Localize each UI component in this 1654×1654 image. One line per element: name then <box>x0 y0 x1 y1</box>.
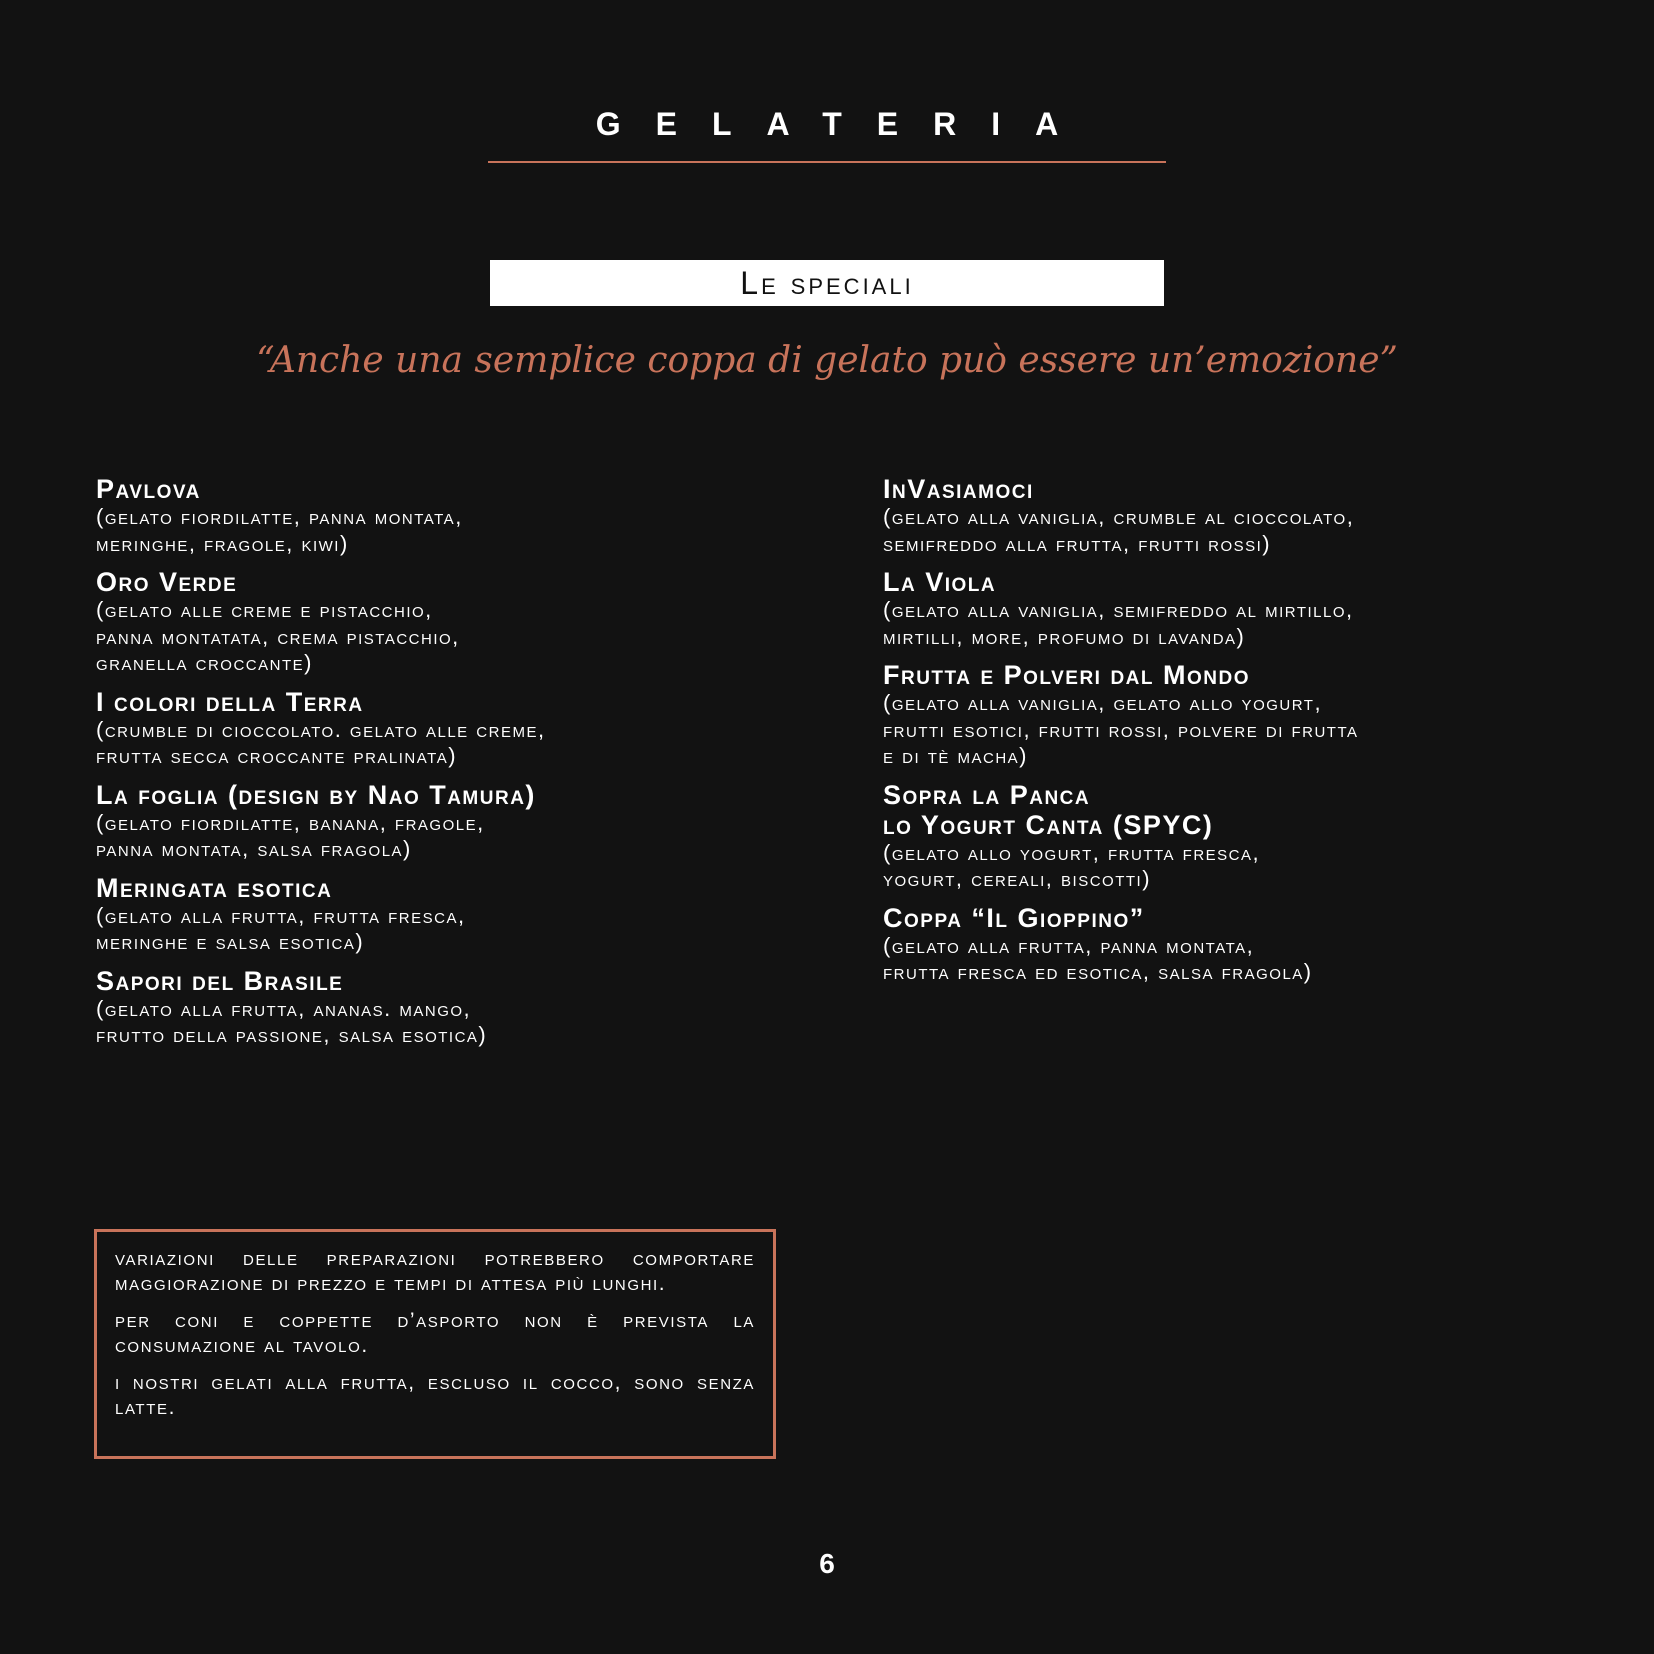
menu-item <box>96 687 796 770</box>
menu-item <box>96 873 796 956</box>
description-line: (crumble di cioccolato. gelato alle creme, <box>96 716 546 742</box>
description-line: granella croccante) <box>96 650 313 675</box>
menu-item-description <box>883 597 1603 650</box>
menu-item <box>96 780 796 863</box>
description-line: (gelato alla vaniglia, semifreddo al mirtillo, <box>883 597 1354 622</box>
description-line: yogurt, cereali, biscotti) <box>883 866 1152 891</box>
description-line: meringhe e salsa esotica) <box>96 929 365 954</box>
menu-item-description <box>96 504 796 557</box>
menu-item-name: Sopra la Panca <box>883 779 1091 810</box>
menu-item-description <box>96 996 796 1049</box>
menu-item-name: La Viola <box>883 567 997 597</box>
menu-item-name: Frutta e Polveri dal Mondo <box>883 660 1251 690</box>
menu-item <box>96 966 796 1049</box>
menu-item-name: Oro Verde <box>96 567 238 597</box>
menu-item-name: La foglia (design by Nao Tamura) <box>96 779 536 810</box>
description-line: (gelato alla vaniglia, gelato allo yogurt, <box>883 690 1323 715</box>
description-line: meringhe, fragole, kiwi) <box>96 530 349 556</box>
notice-box <box>94 1229 776 1459</box>
menu-item-name: Coppa “Il Gioppino” <box>883 902 1145 933</box>
menu-item-description <box>883 504 1603 557</box>
menu-item-name: InVasiamoci <box>883 474 1034 504</box>
menu-item-description <box>96 717 796 770</box>
description-line: frutti esotici, frutti rossi, polvere di frutta <box>883 716 1359 742</box>
notice-paragraph: per coni e coppette d’asporto non è prevista la consumazione al tavolo. <box>115 1309 755 1357</box>
title-divider <box>488 161 1166 163</box>
menu-item-description <box>883 840 1603 893</box>
description-line: mirtilli, more, profumo di lavanda) <box>883 623 1246 649</box>
menu-item-description <box>883 933 1603 986</box>
description-line: frutta secca croccante pralinata) <box>96 743 458 768</box>
menu-item-name: I colori della Terra <box>96 686 364 717</box>
description-line: panna montata, salsa fragola) <box>96 836 412 861</box>
page-title: GELATERIA <box>595 106 1094 142</box>
notice-paragraph: i nostri gelati alla frutta, escluso il cocco, sono senza latte. <box>115 1371 755 1419</box>
description-line: frutta fresca ed esotica, salsa fragola) <box>883 959 1313 984</box>
description-line: (gelato fiordilatte, banana, fragole, <box>96 809 485 835</box>
menu-item <box>883 903 1603 986</box>
tagline: “Anche una semplice coppa di gelato può essere un’emozione” <box>256 340 1398 381</box>
right-menu-column <box>883 474 1603 996</box>
section-heading-label: Le speciali <box>740 264 914 301</box>
menu-item <box>883 780 1603 893</box>
description-line: (gelato alla frutta, frutta fresca, <box>96 902 466 928</box>
menu-item <box>883 474 1603 557</box>
description-line: (gelato alla frutta, ananas. mango, <box>96 995 472 1021</box>
menu-item <box>883 567 1603 650</box>
menu-item-name-line2: lo Yogurt Canta (SPYC) <box>883 809 1214 840</box>
description-line: panna montatata, crema pistacchio, <box>96 623 460 649</box>
menu-item-name: Meringata esotica <box>96 872 333 903</box>
left-menu-column <box>96 474 796 1059</box>
section-heading <box>490 260 1164 306</box>
description-line: (gelato fiordilatte, panna montata, <box>96 504 463 529</box>
description-line: frutto della passione, salsa esotica) <box>96 1022 488 1047</box>
description-line: (gelato allo yogurt, frutta fresca, <box>883 839 1261 865</box>
menu-item-name: Pavlova <box>96 474 201 504</box>
menu-item-description <box>96 810 796 863</box>
description-line: (gelato alla vaniglia, crumble al cioccolato, <box>883 504 1355 529</box>
description-line: (gelato alla frutta, panna montata, <box>883 932 1255 958</box>
menu-item <box>883 660 1603 770</box>
menu-item <box>96 567 796 677</box>
description-line: semifreddo alla frutta, frutti rossi) <box>883 530 1272 556</box>
menu-item-name: Sapori del Brasile <box>96 965 344 996</box>
notice-paragraph: variazioni delle preparazioni potrebbero comportare maggiorazione di prezzo e tempi di attesa più lunghi. <box>115 1247 755 1295</box>
menu-item-description <box>96 597 796 677</box>
menu-item-description <box>883 690 1603 770</box>
menu-item-description <box>96 903 796 956</box>
description-line: (gelato alle creme e pistacchio, <box>96 597 433 622</box>
description-line: e di tè macha) <box>883 743 1029 768</box>
menu-item <box>96 474 796 557</box>
page-number: 6 <box>819 1548 835 1579</box>
